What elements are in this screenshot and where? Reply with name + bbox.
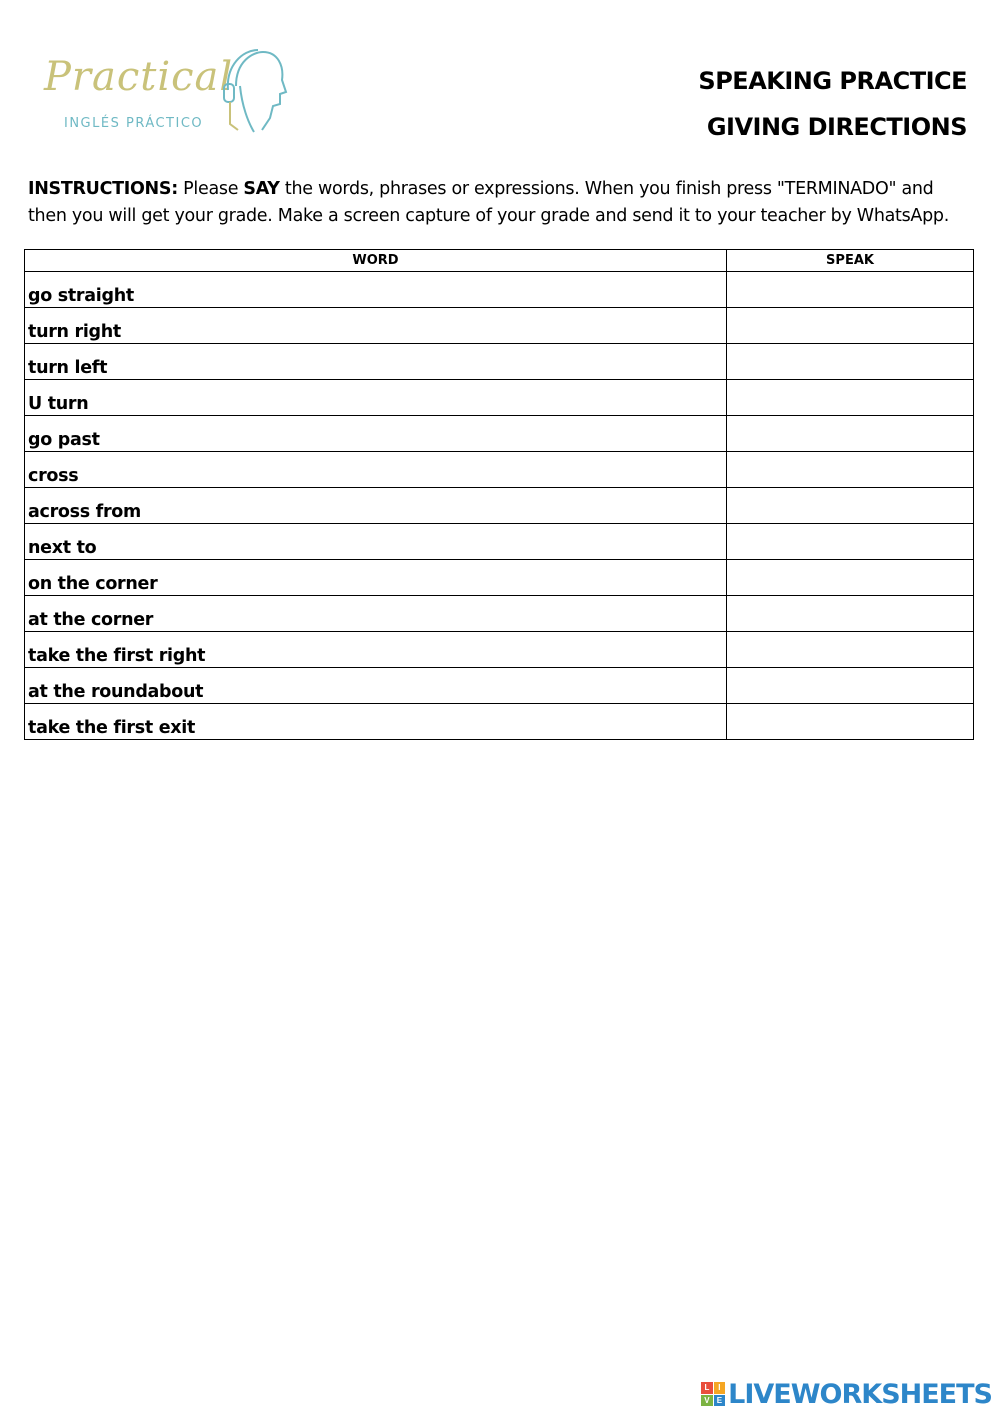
speak-cell[interactable] [727,416,974,452]
instructions-label: INSTRUCTIONS: [28,179,178,199]
word-cell: on the corner [25,560,727,596]
word-cell: turn right [25,308,727,344]
speak-cell[interactable] [727,632,974,668]
headphones-head-icon [218,46,288,136]
table-row [25,488,974,524]
word-cell: cross [25,452,727,488]
instructions-text-2: the words, phrases or expressions. When you finish press "TERMINADO" and then you will get your grade. Make a screen capture of your grade and send it to your teacher by WhatsApp. [28,179,949,226]
word-cell: U turn [25,380,727,416]
table-row [25,380,974,416]
word-cell: next to [25,524,727,560]
words-table [24,249,974,740]
word-cell: at the roundabout [25,668,727,704]
instructions-say: SAY [243,179,280,199]
table-row [25,308,974,344]
instructions-paragraph [28,176,973,230]
speak-cell[interactable] [727,308,974,344]
practical-logo [38,44,288,140]
word-cell: at the corner [25,596,727,632]
liveworksheets-icon: L I V E [701,1382,725,1406]
speak-cell[interactable] [727,524,974,560]
table-row [25,560,974,596]
table-row [25,668,974,704]
worksheet-title [698,58,967,150]
title-speaking-practice: SPEAKING PRACTICE [698,67,967,95]
header-word: WORD [25,250,727,272]
word-cell: turn left [25,344,727,380]
speak-cell[interactable] [727,344,974,380]
table-row [25,524,974,560]
liveworksheets-brand [701,1376,992,1412]
logo-subtitle: INGLÉS PRÁCTICO [64,116,204,131]
speak-cell[interactable] [727,668,974,704]
speak-cell[interactable] [727,380,974,416]
word-cell: across from [25,488,727,524]
liveworksheets-wordmark: LIVEWORKSHEETS [728,1378,992,1410]
table-row [25,704,974,740]
speak-cell[interactable] [727,272,974,308]
title-giving-directions: GIVING DIRECTIONS [706,113,967,141]
table-header-row [25,250,974,272]
header-speak: SPEAK [727,250,974,272]
word-cell: go past [25,416,727,452]
instructions-text-1: Please [177,179,244,199]
table-row [25,632,974,668]
table-row [25,416,974,452]
table-row [25,272,974,308]
speak-cell[interactable] [727,596,974,632]
speak-cell[interactable] [727,704,974,740]
table-row [25,344,974,380]
speak-cell[interactable] [727,452,974,488]
word-cell: take the first exit [25,704,727,740]
table-row [25,596,974,632]
speak-cell[interactable] [727,488,974,524]
speak-cell[interactable] [727,560,974,596]
table-row [25,452,974,488]
logo-script-text: Practical [44,54,234,100]
word-cell: go straight [25,272,727,308]
word-cell: take the first right [25,632,727,668]
